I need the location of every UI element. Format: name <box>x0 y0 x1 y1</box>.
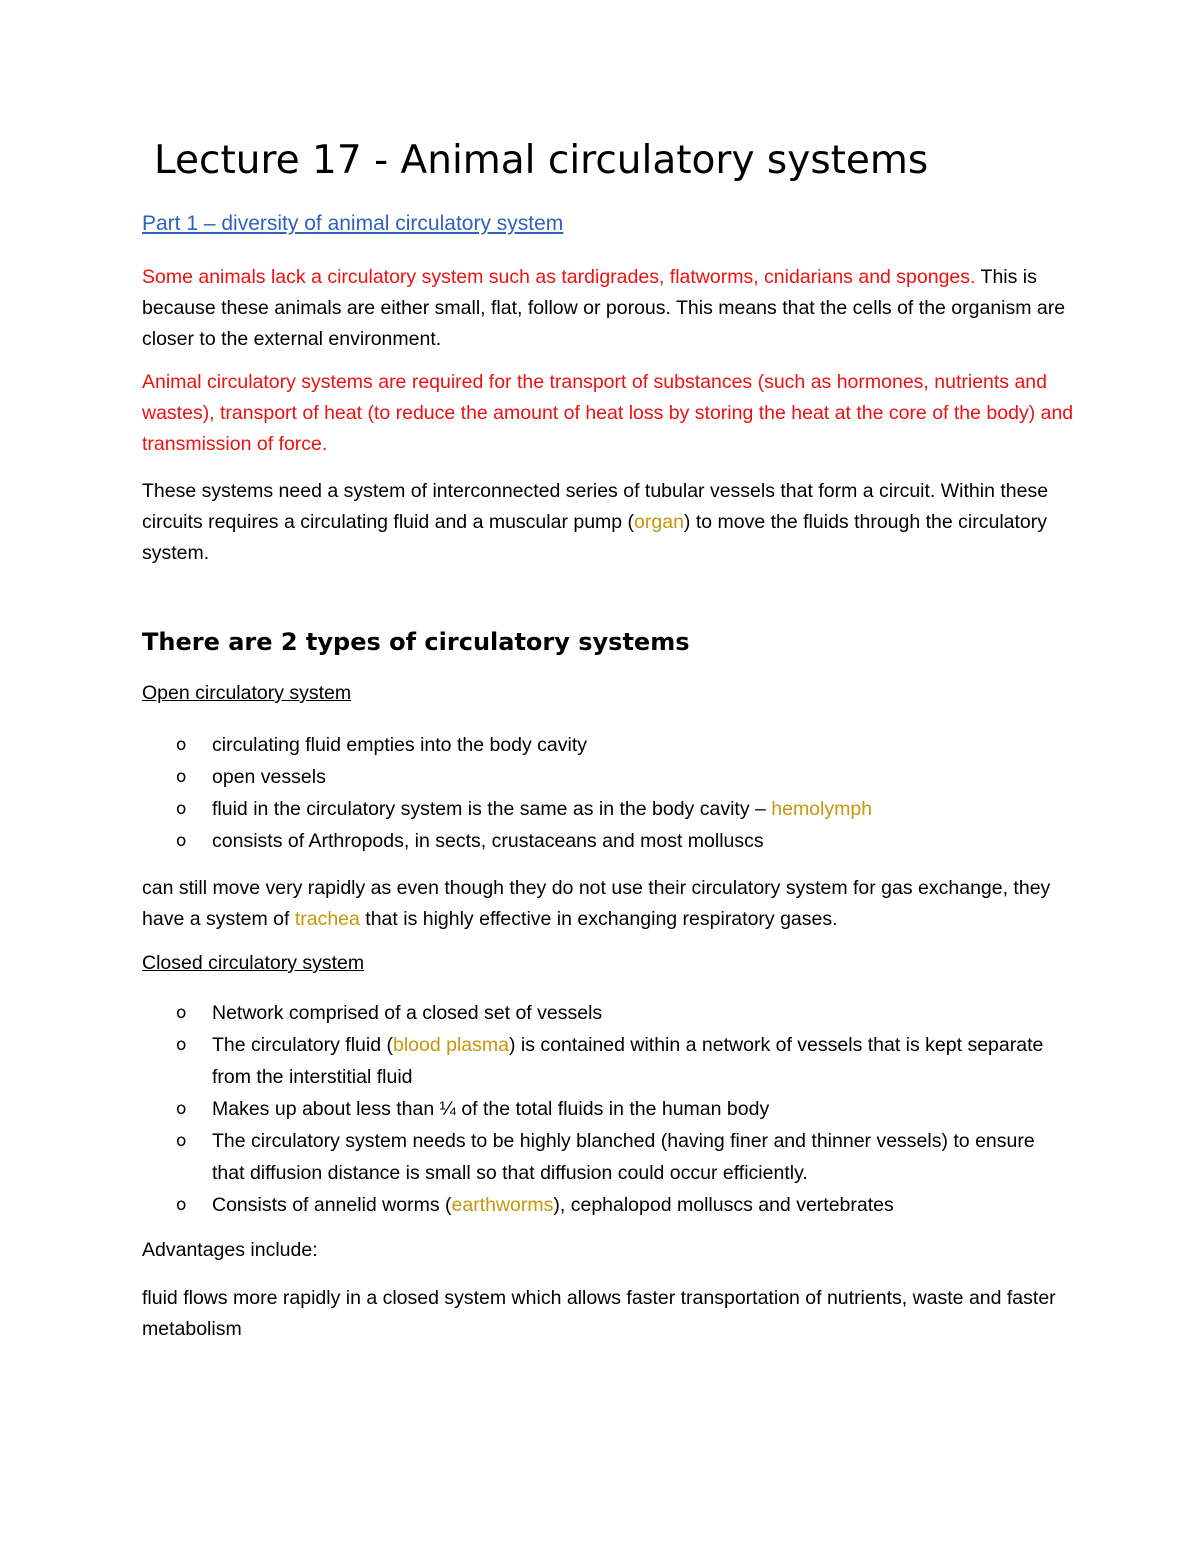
list-item <box>142 997 1062 1029</box>
list-item-text: Consists of annelid worms ( <box>212 1194 452 1216</box>
earthworms-highlight: earthworms <box>451 1194 554 1216</box>
list-item <box>142 1029 1062 1093</box>
advantages-label: Advantages include: <box>142 1239 318 1261</box>
note-after: that is highly effective in exchanging respiratory gases. <box>359 908 838 930</box>
list-item <box>142 1189 1062 1221</box>
list-item-text: fluid in the circulatory system is the same as in the body cavity – <box>212 798 772 820</box>
list-item-text-after: ) is contained within a network of vessels that is kept separate from the interstitial fluid <box>212 1034 1044 1088</box>
hemolymph-highlight: hemolymph <box>771 798 873 820</box>
intro-red-sentence: Some animals lack a circulatory system such as tardigrades, flatworms, cnidarians and sponges. <box>142 266 976 288</box>
list-item <box>142 1093 1062 1125</box>
page-title: Lecture 17 - Animal circulatory systems <box>154 138 929 183</box>
list-item-text: Makes up about less than ¼ of the total fluids in the human body <box>212 1098 770 1120</box>
open-system-note <box>142 873 1077 935</box>
systems-after: ) to move the fluids through the circulatory system. <box>142 511 1048 564</box>
advantages-text: fluid flows more rapidly in a closed system which allows faster transportation of nutrients, waste and faster metabolism <box>142 1287 1056 1340</box>
blood-plasma-highlight: blood plasma <box>392 1034 509 1056</box>
list-item-text: consists of Arthropods, in sects, crustaceans and most molluscs <box>212 830 764 852</box>
list-item-text: circulating fluid empties into the body cavity <box>212 734 588 756</box>
circle-bullet-icon: o <box>176 767 187 787</box>
list-item <box>142 793 1062 825</box>
list-item-text: Network comprised of a closed set of vessels <box>212 1002 603 1024</box>
intro-paragraph <box>142 262 1077 355</box>
circle-bullet-icon: o <box>176 735 187 755</box>
circle-bullet-icon: o <box>176 1003 187 1023</box>
list-item-text: The circulatory fluid ( <box>212 1034 393 1056</box>
list-item <box>142 761 1062 793</box>
organ-highlight: organ <box>634 511 684 533</box>
list-item-text: open vessels <box>212 766 326 788</box>
trachea-highlight: trachea <box>294 908 360 930</box>
circle-bullet-icon: o <box>176 1035 187 1055</box>
list-item-text-after: ), cephalopod molluscs and vertebrates <box>553 1194 894 1216</box>
open-system-heading: Open circulatory system <box>142 682 352 704</box>
circle-bullet-icon: o <box>176 1195 187 1215</box>
list-item <box>142 825 1062 857</box>
part-heading: Part 1 – diversity of animal circulatory system <box>142 212 564 235</box>
circle-bullet-icon: o <box>176 1099 187 1119</box>
types-heading: There are 2 types of circulatory systems <box>142 628 690 656</box>
circle-bullet-icon: o <box>176 799 187 819</box>
note-before: can still move very rapidly as even though they do not use their circulatory system for gas exchange, they have a system of <box>142 877 1051 930</box>
list-item <box>142 729 1062 761</box>
requirements-paragraph: Animal circulatory systems are required for the transport of substances (such as hormones, nutrients and wastes), transport of heat (to reduce the amount of heat loss by storing the heat at the core of the body) and transmission of force. <box>142 371 1074 455</box>
list-item-text: The circulatory system needs to be highly blanched (having finer and thinner vessels) to ensure that diffusion distance is small so that diffusion could occur efficiently. <box>212 1130 1035 1184</box>
circle-bullet-icon: o <box>176 831 187 851</box>
circle-bullet-icon: o <box>176 1131 187 1151</box>
list-item <box>142 1125 1062 1189</box>
systems-before: These systems need a system of interconnected series of tubular vessels that form a circuit. Within these circuits requires a circulating fluid and a muscular pump ( <box>142 480 1049 533</box>
closed-system-list <box>142 997 1062 1221</box>
systems-paragraph <box>142 476 1077 569</box>
intro-rest: This is because these animals are either small, flat, follow or porous. This means that the cells of the organism are closer to the external environment. <box>142 266 1066 350</box>
open-system-list <box>142 729 1062 857</box>
closed-system-heading: Closed circulatory system <box>142 952 365 974</box>
